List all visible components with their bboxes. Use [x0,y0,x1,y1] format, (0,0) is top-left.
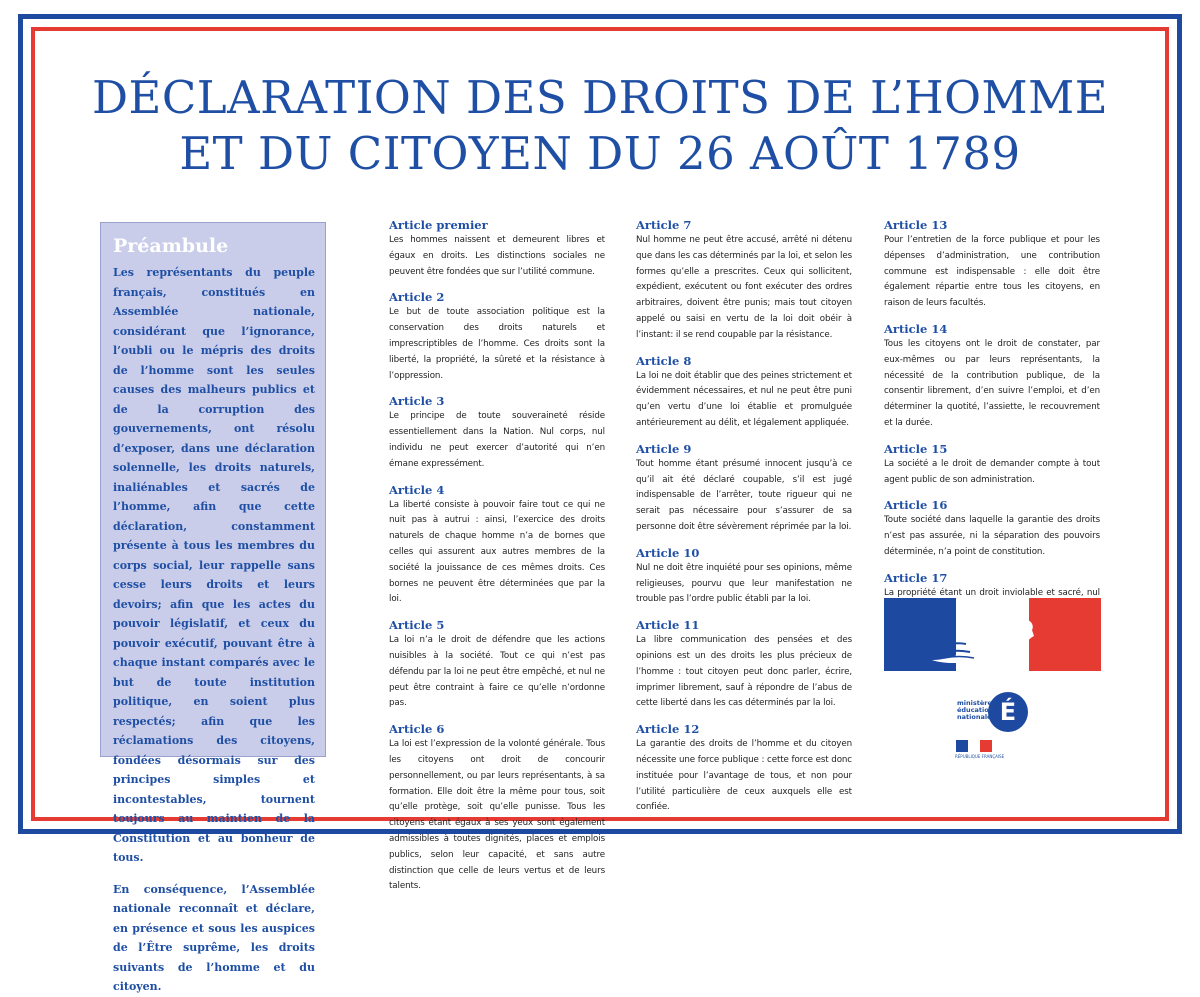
article-text: La loi est l’expression de la volonté générale. Tous les citoyens ont droit de concourir personnellement, ou par leurs représentants, à sa formation. Elle doit être la même pour tous, soit qu’elle protège, soit qu’elle punisse. Tous les citoyens étant égaux à ses yeux sont également admissibles à toutes dignités, places et emplois publics, selon leur capacité, et sans autre distinction que celle de leurs vertus et de leurs talents. [389,739,605,892]
article-block [636,354,852,432]
article-text: Nul homme ne peut être accusé, arrêté ni détenu que dans les cas déterminés par la loi, et selon les formes qu’elle a prescrites. Ceux qui sollicitent, expédient, exécutent ou font exécuter des ordres arbitraires, doivent être punis; mais tout citoyen appelé ou saisi en vertu de la loi doit obéir à l’instant: il se rend coupable par la résistance. [636,235,852,340]
article-block [389,722,605,895]
article-block [389,218,605,280]
articles-column-2 [636,218,852,826]
article-block [389,618,605,712]
article-block [636,722,852,816]
article-block [636,218,852,344]
article-title: Article 10 [636,545,700,560]
article-text: La propriété étant un droit inviolable et sacré, nul [884,587,1100,598]
preamble-heading: Préambule [113,235,229,257]
republique-small-logo-icon [956,740,992,752]
svg-text:É: É [999,698,1017,726]
article-title: Article 16 [884,498,948,513]
article-text: Tout homme étant présumé innocent jusqu’à ce qu’il ait été déclaré coupable, s’il est jugé indispensable de l’arrêter, toute rigueur qui ne serait pas nécessaire pour s’assurer de sa personne doit être sévèrement réprimée par la loi. [636,458,852,532]
article-title: Article 12 [636,722,700,737]
preamble-paragraph-2: En conséquence, l’Assemblée nationale reconnaît et déclare, en présence et sous les auspices de l’Être suprême, les droits suivants de l’homme et du citoyen. [113,882,315,993]
article-block [884,218,1100,312]
article-block [636,618,852,712]
article-text: La société a le droit de demander compte à tout agent public de son administration. [884,458,1100,485]
article-text: La liberté consiste à pouvoir faire tout ce qui ne nuit pas à autrui : ainsi, l’exercice des droits naturels de chaque homme n’a de bornes que celles qui assurent aux autres membres de la société la jouissance de ces mêmes droits. Ces bornes ne peuvent être déterminées que par la loi. [389,499,605,605]
preamble-paragraph-1: Les représentants du peuple français, constitués en Assemblée nationale, considérant que l’ignorance, l’oubli ou le mépris des droits de l’homme sont les seules causes des malheurs publics et de la corruption des gouvernements, ont résolu d’exposer, dans une déclaration solennelle, les droits naturels, inaliénables et sacrés de l’homme, afin que cette déclaration, constamment présente à tous les membres du corps social, leur rappelle sans cesse leurs droits et leurs devoirs; afin que les actes du pouvoir législatif, et ceux du pouvoir exécutif, pouvant être à chaque instant comparés avec le but de toute institution politique, en soient plus respectés; afin que les réclamations des citoyens, fondées désormais sur des principes simples et incontestables, tournent toujours au maintien de la Constitution et au bonheur de tous. [113,266,315,864]
article-text: La libre communication des pensées et des opinions est un des droits les plus précieux de l’homme : tout citoyen peut donc parler, écrire, imprimer librement, sauf à répondre de l’abus de cette liberté dans les cas déterminés par la loi. [636,635,852,709]
article-title: Article 7 [636,218,692,232]
republique-label: RÉPUBLIQUE FRANÇAISE [955,754,1005,759]
article-text: Les hommes naissent et demeurent libres et égaux en droits. Les distinctions sociales ne peuvent être fondées que sur l’utilité commune. [389,235,605,277]
article-text: Pour l’entretien de la force publique et pour les dépenses d’administration, une contribution commune est indispensable : elle doit être également répartie entre tous les citoyens, en raison de leurs facultés. [884,235,1100,309]
article-title: Article premier [389,218,488,232]
article-block [884,442,1100,489]
articles-column-1 [389,218,605,905]
article-text: La garantie des droits de l’homme et du citoyen nécessite une force publique : cette force est donc instituée pour l’avantage de tous, et non pour l’utilité particulière de ceux auxquels elle est confiée. [636,739,852,813]
article-text: Nul ne doit être inquiété pour ses opinions, même religieuses, pourvu que leur manifestation ne trouble pas l’ordre public établi par la loi. [636,562,852,605]
article-block [636,442,852,536]
article-title: Article 5 [389,618,445,633]
article-title: Article 15 [884,441,948,456]
article-title: Article 9 [636,441,692,456]
article-text: La loi ne doit établir que des peines strictement et évidemment nécessaires, et nul ne peut être puni qu’en vertu d’une loi établie et promulguée antérieurement au délit, et légalement appliquée. [636,370,852,428]
article-text: La loi n’a le droit de défendre que les actions nuisibles à la société. Tout ce qui n’est pas défendu par la loi ne peut être empêché, et nul ne peut être contraint à faire ce qu’elle n’ordonne pas. [389,635,605,709]
article-title: Article 13 [884,218,948,232]
article-text: Le but de toute association politique est la conservation des droits naturels et imprescriptibles de l’homme. Ces droits sont la liberté, la propriété, la sûreté et la résistance à l’oppression. [389,307,605,381]
article-block [884,322,1100,432]
preamble-box [100,222,326,993]
article-text: Le principe de toute souveraineté réside essentiellement dans la Nation. Nul corps, nul individu ne peut exercer d’autorité qui n’en émane expressément. [389,411,605,469]
document-title [40,70,1160,182]
article-block [389,394,605,472]
article-title: Article 8 [636,353,692,368]
article-title: Article 4 [389,482,445,497]
title-line-2: ET DU CITOYEN DU 26 AOÛT 1789 [179,127,1021,180]
marianne-logo-icon [884,598,1101,671]
article-title: Article 2 [389,290,445,305]
article-title: Article 3 [389,394,445,409]
article-block [389,483,605,609]
ministry-label: ministère éducation nationale [957,699,994,721]
article-block [636,546,852,608]
title-line-1: DÉCLARATION DES DROITS DE L’HOMME [91,71,1109,124]
article-title: Article 11 [636,618,700,633]
article-title: Article 17 [884,570,948,585]
article-text: Toute société dans laquelle la garantie des droits n’est pas assurée, ni la séparation des pouvoirs déterminée, n’a point de constitution. [884,515,1100,557]
article-block [884,498,1100,560]
article-text: Tous les citoyens ont le droit de constater, par eux-mêmes ou par leurs représentants, la nécessité de la contribution publique, de la consentir librement, d’en suivre l’emploi, et d’en déterminer la quotité, l’assiette, le recouvrement et la durée. [884,338,1100,428]
article-title: Article 6 [389,722,445,737]
article-block [389,290,605,384]
article-title: Article 14 [884,321,948,336]
